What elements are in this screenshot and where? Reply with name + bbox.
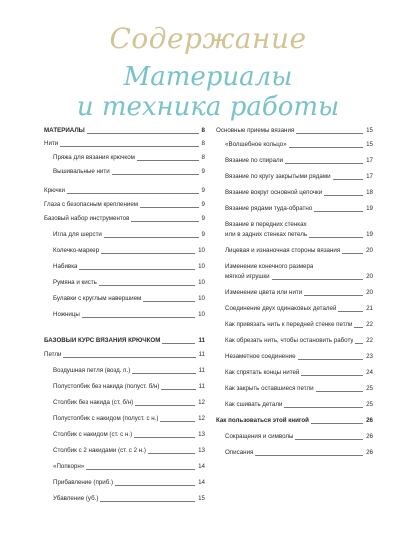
toc-entry-title: Как пользоваться этой книгой xyxy=(216,417,309,424)
toc-entry xyxy=(53,154,205,162)
toc-entry xyxy=(53,263,205,271)
dot-leader xyxy=(135,405,195,406)
dot-leader xyxy=(137,160,199,161)
toc-entry xyxy=(225,289,373,297)
toc-page-number: 17 xyxy=(366,157,373,164)
dot-leader xyxy=(295,439,363,440)
toc-entry xyxy=(53,495,205,503)
toc-entry xyxy=(53,447,205,455)
toc-entry-title: Набивка xyxy=(53,263,78,270)
toc-entry xyxy=(53,295,205,303)
toc-entry xyxy=(225,263,373,271)
toc-entry-title: Основные приемы вязания xyxy=(216,127,295,134)
toc-entry-title: Петли xyxy=(44,351,62,358)
toc-page-number: 21 xyxy=(366,305,373,312)
dot-leader xyxy=(82,317,195,318)
toc-page-number: 10 xyxy=(198,295,205,302)
toc-page-number: 24 xyxy=(366,369,373,376)
toc-entry-title: Изменение конечного размера xyxy=(225,263,314,270)
dot-leader xyxy=(161,389,195,390)
toc-entry xyxy=(225,231,373,239)
dot-leader xyxy=(86,469,195,470)
toc-entry xyxy=(44,215,205,223)
toc-entry-title: Столбик без накида (ст. б/н) xyxy=(53,399,134,406)
toc-entry-title: Вязание по спирали xyxy=(225,157,284,164)
toc-entry-title: Прибавление (приб.) xyxy=(53,479,114,486)
toc-entry xyxy=(225,247,373,255)
toc-entry xyxy=(53,415,205,423)
toc-entry xyxy=(216,127,373,135)
toc-page-number: 14 xyxy=(198,479,205,486)
dot-leader xyxy=(342,253,363,254)
dot-leader xyxy=(255,455,363,456)
toc-page-number: 9 xyxy=(201,231,205,238)
toc-entry-title: Пряжа для вязания крючком xyxy=(53,154,135,161)
toc-entry xyxy=(225,353,373,361)
toc-entry-title: Незаметное соединение xyxy=(225,353,296,360)
dot-leader xyxy=(132,373,195,374)
toc-entry xyxy=(225,305,373,313)
toc-entry-title: Базовый набор инструментов xyxy=(44,215,130,222)
toc-entry-title: Полустолбик без накида (полуст. б/н) xyxy=(53,383,160,390)
toc-page-number: 12 xyxy=(198,399,205,406)
toc-entry xyxy=(53,367,205,375)
dot-leader xyxy=(355,343,363,344)
dot-leader xyxy=(60,146,198,147)
toc-page-number: 23 xyxy=(366,353,373,360)
toc-entry-title: Вязание по кругу закрытыми рядами xyxy=(225,173,331,180)
toc-page-number: 26 xyxy=(366,433,373,440)
toc-entry xyxy=(225,369,373,377)
toc-entry xyxy=(216,417,373,425)
toc-page-number: 25 xyxy=(366,401,373,408)
toc-entry-title: мягкой игрушки xyxy=(225,273,270,280)
toc-entry xyxy=(225,273,373,281)
toc-entry-title: или в задних стенках петель xyxy=(225,231,308,238)
dot-leader xyxy=(67,193,199,194)
dot-leader xyxy=(285,163,363,164)
toc-entry-title: МАТЕРИАЛЫ xyxy=(44,127,85,134)
toc-page-number: 13 xyxy=(198,431,205,438)
toc-entry-title: Колечко-маркер xyxy=(53,247,100,254)
toc-page-number: 25 xyxy=(366,385,373,392)
toc-entry-title: Столбик с 2 накидами (ст. с 2 н.) xyxy=(53,447,146,454)
dot-leader xyxy=(314,211,363,212)
toc-entry-title: Как закрыть оставшиеся петли xyxy=(225,385,314,392)
toc-entry-title: БАЗОВЫЙ КУРС ВЯЗАНИЯ КРЮЧКОМ xyxy=(44,337,161,344)
toc-entry-title: Как спрятать концы нитей xyxy=(225,369,300,376)
dot-leader xyxy=(311,423,363,424)
dot-leader xyxy=(134,437,195,438)
toc-page-number: 8 xyxy=(201,127,205,134)
toc-entry-title: Как привязать нить к передней стенке петли xyxy=(225,321,353,328)
toc-page-number: 11 xyxy=(198,367,205,374)
dot-leader xyxy=(296,133,363,134)
toc-page-number: 20 xyxy=(366,247,373,254)
toc-page-number: 20 xyxy=(366,289,373,296)
toc-entry xyxy=(53,383,205,391)
dot-leader xyxy=(354,327,363,328)
dot-leader xyxy=(304,295,363,296)
toc-entry xyxy=(44,351,205,359)
dot-leader xyxy=(63,357,195,358)
toc-entry-title: Ножницы xyxy=(53,311,80,318)
toc-entry-title: Убавление (уб.) xyxy=(53,495,99,502)
dot-leader xyxy=(324,195,363,196)
section-title-line2: и техника работы xyxy=(76,92,340,122)
dot-leader xyxy=(87,133,199,134)
toc-entry xyxy=(53,399,205,407)
toc-page-number: 19 xyxy=(366,205,373,212)
toc-entry xyxy=(53,479,205,487)
toc-page-number: 8 xyxy=(201,140,205,147)
toc-entry xyxy=(53,463,205,471)
toc-entry xyxy=(53,231,205,239)
toc-entry-title: Глаза с безопасным креплением xyxy=(44,201,139,208)
toc-entry xyxy=(44,201,205,209)
toc-entry-title: «Волшебное кольцо» xyxy=(225,141,287,148)
toc-entry xyxy=(225,205,373,213)
toc-page-number: 18 xyxy=(366,189,373,196)
toc-page-number: 19 xyxy=(366,231,373,238)
dot-leader xyxy=(333,179,364,180)
toc-entry xyxy=(53,279,205,287)
toc-entry xyxy=(53,431,205,439)
dot-leader xyxy=(316,391,364,392)
dot-leader xyxy=(160,421,195,422)
toc-page-number: 20 xyxy=(366,273,373,280)
toc-page-number: 15 xyxy=(366,141,373,148)
toc-entry xyxy=(53,311,205,319)
toc-entry-title: Булавки с круглым навершием xyxy=(53,295,142,302)
toc-entry-title: Соединение двух одинаковых деталей xyxy=(225,305,337,312)
toc-entry xyxy=(225,385,373,393)
dot-leader xyxy=(131,221,198,222)
toc-page-number: 9 xyxy=(201,215,205,222)
toc-entry xyxy=(225,321,373,329)
toc-page-number: 22 xyxy=(366,321,373,328)
toc-entry xyxy=(44,337,205,345)
toc-entry-title: Вязание вокруг основной цепочки xyxy=(225,189,323,196)
toc-entry-title: Нити xyxy=(44,140,59,147)
toc-entry-title: Воздушная петля (возд. п.) xyxy=(53,367,131,374)
toc-entry-title: Как обрезать нить, чтобы остановить работу xyxy=(225,337,354,344)
toc-entry-title: Вышивальные нити xyxy=(53,168,110,175)
toc-page-number: 11 xyxy=(198,383,205,390)
toc-entry xyxy=(225,337,373,345)
toc-entry-title: Игла для шерсти xyxy=(53,231,102,238)
toc-page-number: 22 xyxy=(366,337,373,344)
toc-page-number: 15 xyxy=(366,127,373,134)
toc-page-number: 26 xyxy=(366,449,373,456)
toc-entry xyxy=(53,168,205,176)
dot-leader xyxy=(148,453,195,454)
dot-leader xyxy=(289,147,363,148)
dot-leader xyxy=(284,407,363,408)
dot-leader xyxy=(298,359,364,360)
toc-entry-title: Как сшивать детали xyxy=(225,401,283,408)
toc-entry-title: Описания xyxy=(225,449,254,456)
dot-leader xyxy=(143,301,195,302)
toc-page-number: 17 xyxy=(366,173,373,180)
toc-page-number: 10 xyxy=(198,247,205,254)
toc-entry xyxy=(44,140,205,148)
dot-leader xyxy=(112,174,199,175)
dot-leader xyxy=(338,311,363,312)
toc-page-number: 10 xyxy=(198,311,205,318)
toc-page-number: 8 xyxy=(201,154,205,161)
section-title-line1: Материалы xyxy=(123,62,293,92)
toc-entry xyxy=(225,189,373,197)
toc-entry-title: Изменение цвета или нити xyxy=(225,289,303,296)
toc-entry xyxy=(44,127,205,135)
toc-entry-title: Сокращения и символы xyxy=(225,433,294,440)
toc-page-number: 10 xyxy=(198,263,205,270)
toc-entry xyxy=(225,173,373,181)
dot-leader xyxy=(272,279,364,280)
toc-page-number: 26 xyxy=(366,417,373,424)
dot-leader xyxy=(301,375,363,376)
toc-entry-title: «Попкорн» xyxy=(53,463,85,470)
toc-page-number: 11 xyxy=(198,351,205,358)
toc-page-number: 10 xyxy=(198,279,205,286)
toc-entry-title: Вязание в передних стенках xyxy=(225,221,307,228)
toc-entry-title: Румяна и кисть xyxy=(53,279,97,286)
toc-entry xyxy=(225,141,373,149)
toc-entry xyxy=(53,247,205,255)
dot-leader xyxy=(115,485,195,486)
toc-page-number: 11 xyxy=(198,337,205,344)
toc-entry xyxy=(225,221,373,229)
toc-page-number: 13 xyxy=(198,447,205,454)
toc-entry xyxy=(225,157,373,165)
toc-entry xyxy=(44,187,205,195)
toc-page-number: 12 xyxy=(198,415,205,422)
dot-leader xyxy=(104,237,199,238)
toc-page-number: 9 xyxy=(201,187,205,194)
dot-leader xyxy=(309,237,363,238)
toc-entry-title: Полустолбик с накидом (полуст. с н.) xyxy=(53,415,159,422)
dot-leader xyxy=(79,269,195,270)
page-title: Содержание xyxy=(109,22,307,55)
toc-entry xyxy=(225,401,373,409)
dot-leader xyxy=(100,501,195,502)
toc-entry-title: Вязание рядами туда-обратно xyxy=(225,205,313,212)
toc-entry-title: Столбик с накидом (ст. с н.) xyxy=(53,431,133,438)
dot-leader xyxy=(162,343,195,344)
toc-page-number: 9 xyxy=(201,201,205,208)
toc-entry xyxy=(225,433,373,441)
toc-page-number: 14 xyxy=(198,463,205,470)
toc-entry xyxy=(225,449,373,457)
toc-page-number: 9 xyxy=(201,168,205,175)
toc-entry-title: Лицевая и изнаночная стороны вязания xyxy=(225,247,341,254)
toc-page-number: 15 xyxy=(198,495,205,502)
dot-leader xyxy=(101,253,195,254)
dot-leader xyxy=(99,285,195,286)
toc-entry-title: Крючки xyxy=(44,187,65,194)
dot-leader xyxy=(140,207,198,208)
